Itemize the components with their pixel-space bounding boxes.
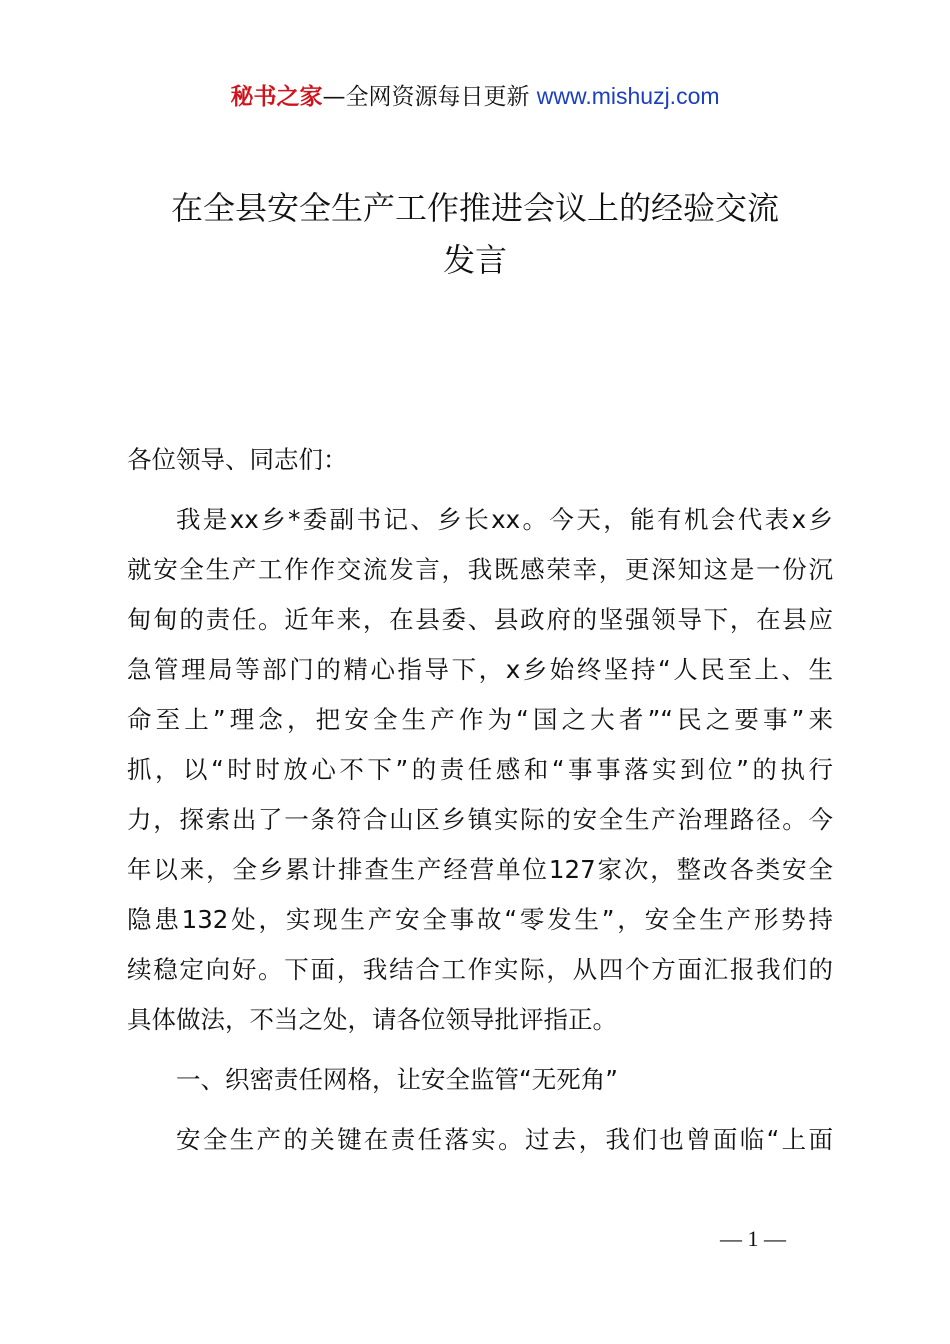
paragraph-line: 安全生产的关键在责任落实。过去，我们也曾面临“上面 [176, 1125, 833, 1154]
paragraph-line: 抓，以“时时放心不下”的责任感和“事事落实到位”的执行 [127, 755, 833, 784]
paragraph-2 [127, 1115, 833, 1165]
paragraph-line: 具体做法，不当之处，请各位领导批评指正。 [127, 1005, 617, 1034]
paragraph-line: 命至上”理念，把安全生产作为“国之大者”“民之要事”来 [127, 705, 833, 734]
title-line-1: 在全县安全生产工作推进会议上的经验交流 [170, 189, 779, 227]
paragraph-line: 力，探索出了一条符合山区乡镇实际的安全生产治理路径。今 [127, 805, 833, 834]
page-number: — 1 — [720, 1226, 786, 1251]
paragraph-1 [127, 495, 833, 1045]
salutation: 各位领导、同志们： [127, 445, 348, 474]
site-header [0, 80, 950, 113]
header-tagline: —全网资源每日更新 [322, 84, 530, 110]
paragraph-line: 年以来，全乡累计排查生产经营单位127家次，整改各类安全 [127, 855, 833, 884]
section-heading-1: 一、织密责任网格，让安全监管“无死角” [176, 1065, 618, 1094]
paragraph-line: 隐患132处，实现生产安全事故“零发生”，安全生产形势持 [127, 905, 833, 934]
brand-name: 秘书之家 [230, 84, 323, 110]
paragraph-line: 我是xx乡*委副书记、乡长xx。今天，能有机会代表x乡 [176, 505, 833, 534]
site-url[interactable]: www.mishuzj.com [536, 83, 720, 109]
paragraph-line: 急管理局等部门的精心指导下，x乡始终坚持“人民至上、生 [127, 655, 833, 684]
paragraph-line: 就安全生产工作作交流发言，我既感荣幸，更深知这是一份沉 [127, 555, 833, 584]
paragraph-line: 甸甸的责任。近年来，在县委、县政府的坚强领导下，在县应 [127, 605, 833, 634]
document-body [127, 435, 833, 1165]
document-title [100, 182, 850, 286]
paragraph-line: 续稳定向好。下面，我结合工作实际，从四个方面汇报我们的 [127, 955, 833, 984]
title-line-2: 发言 [442, 241, 507, 279]
